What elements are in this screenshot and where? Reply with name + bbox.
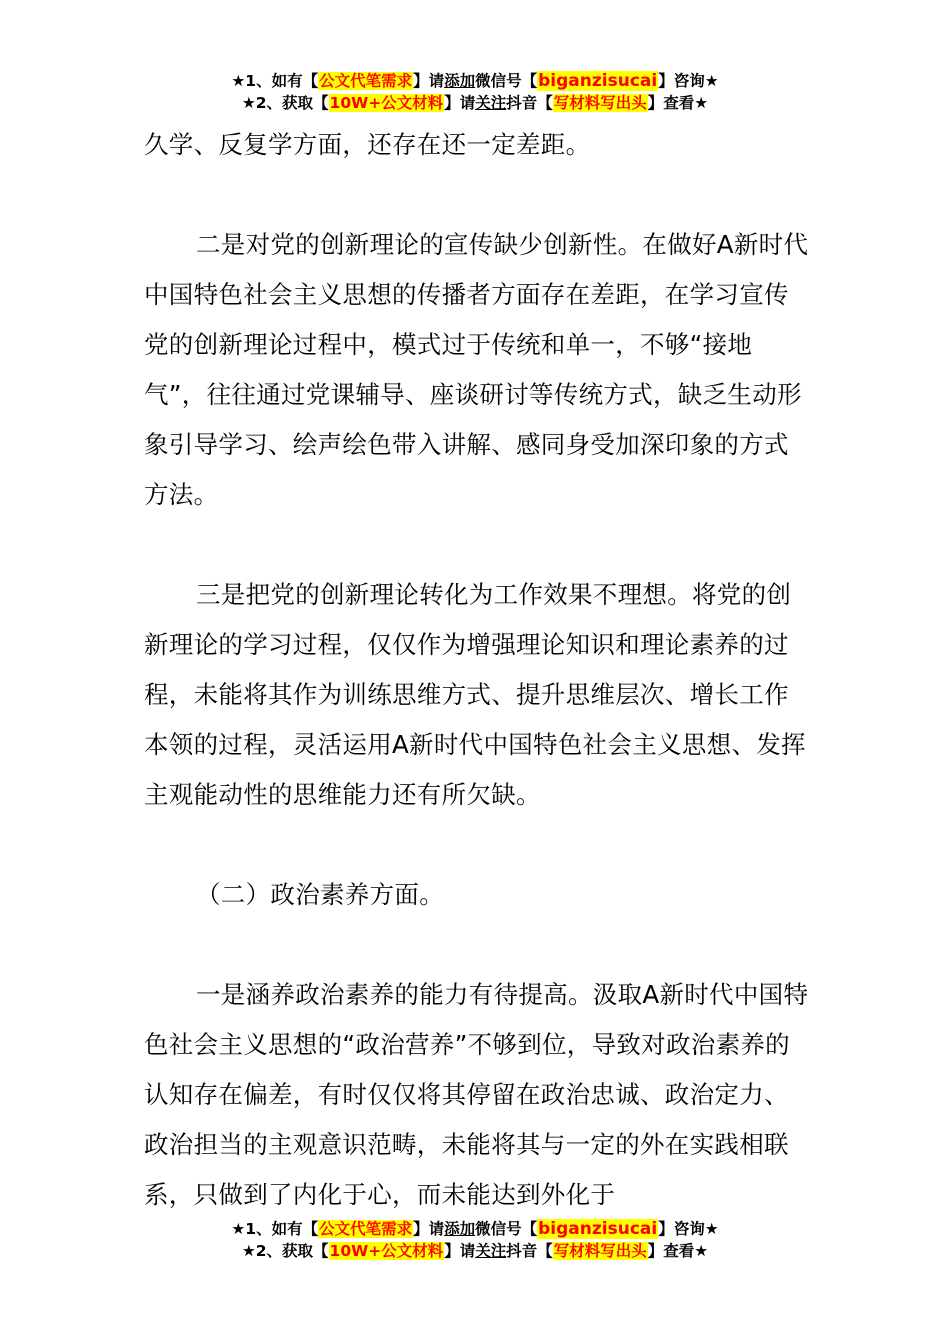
highlight-douyin-account: 写材料写出头 — [553, 94, 647, 112]
banner-line-2 — [0, 1240, 950, 1262]
highlight-wechat-id: biganzisucai — [538, 71, 658, 91]
header-banner — [0, 70, 950, 114]
banner-text: 抖音【 — [506, 1242, 553, 1260]
banner-text: 】查看★ — [647, 94, 709, 112]
banner-text: 】查看★ — [647, 1242, 709, 1260]
highlight-materials: 10W+公文材料 — [329, 94, 444, 112]
document-body — [144, 120, 810, 1220]
banner-line-1 — [0, 70, 950, 92]
banner-text: 】请 — [444, 94, 476, 112]
highlight-wechat-id: biganzisucai — [538, 1219, 658, 1239]
star-icon: ★ — [231, 72, 246, 90]
banner-text: 】请 — [413, 1220, 445, 1238]
banner-text: 微信号【 — [475, 1220, 538, 1238]
banner-text: 2、获取【 — [255, 94, 329, 112]
paragraph-point-2: 二是对党的创新理论的宣传缺少创新性。在做好A新时代中国特色社会主义思想的传播者方面存在差距，在学习宣传党的创新理论过程中，模式过于传统和单一，不够“接地气”，往往通过党课辅导、座谈研讨等传统方式，缺乏生动形象引导学习、绘声绘色带入讲解、感同身受加深印象的方式方法。 — [144, 230, 809, 509]
banner-text: 】请 — [413, 72, 445, 90]
highlight-writing-service: 公文代笔需求 — [319, 72, 413, 90]
banner-text: 1、如有【 — [245, 1220, 319, 1238]
banner-underlined-text: 添加 — [444, 72, 476, 90]
highlight-douyin-account: 写材料写出头 — [553, 1242, 647, 1260]
section-heading: （二）政治素养方面。 — [196, 880, 444, 909]
star-icon: ★ — [231, 1220, 246, 1238]
star-icon: ★ — [241, 94, 256, 112]
banner-text: 】咨询★ — [658, 72, 719, 90]
banner-underlined-text: 关注 — [475, 1242, 507, 1260]
paragraph-continuation: 久学、反复学方面，还存在还一定差距。 — [144, 130, 591, 159]
banner-text: 1、如有【 — [245, 72, 319, 90]
highlight-materials: 10W+公文材料 — [329, 1242, 444, 1260]
banner-underlined-text: 关注 — [475, 94, 507, 112]
footer-banner — [0, 1218, 950, 1262]
banner-line-2 — [0, 92, 950, 114]
paragraph-point-3: 三是把党的创新理论转化为工作效果不理想。将党的创新理论的学习过程，仅仅作为增强理论知识和理论素养的过程，未能将其作为训练思维方式、提升思维层次、增长工作本领的过程，灵活运用A新时代中国特色社会主义思想、发挥主观能动性的思维能力还有所欠缺。 — [144, 580, 806, 809]
banner-line-1 — [0, 1218, 950, 1240]
highlight-writing-service: 公文代笔需求 — [319, 1220, 413, 1238]
banner-text: 微信号【 — [475, 72, 538, 90]
banner-text: 抖音【 — [506, 94, 553, 112]
banner-text: 】请 — [444, 1242, 476, 1260]
banner-underlined-text: 添加 — [444, 1220, 476, 1238]
star-icon: ★ — [241, 1242, 256, 1260]
banner-text: 】咨询★ — [658, 1220, 719, 1238]
banner-text: 2、获取【 — [255, 1242, 329, 1260]
paragraph-political-1: 一是涵养政治素养的能力有待提高。汲取A新时代中国特色社会主义思想的“政治营养”不够到位，导致对政治素养的认知存在偏差，有时仅仅将其停留在政治忠诚、政治定力、政治担当的主观意识范畴，未能将其与一定的外在实践相联系，只做到了内化于心，而未能达到外化于 — [144, 980, 809, 1209]
